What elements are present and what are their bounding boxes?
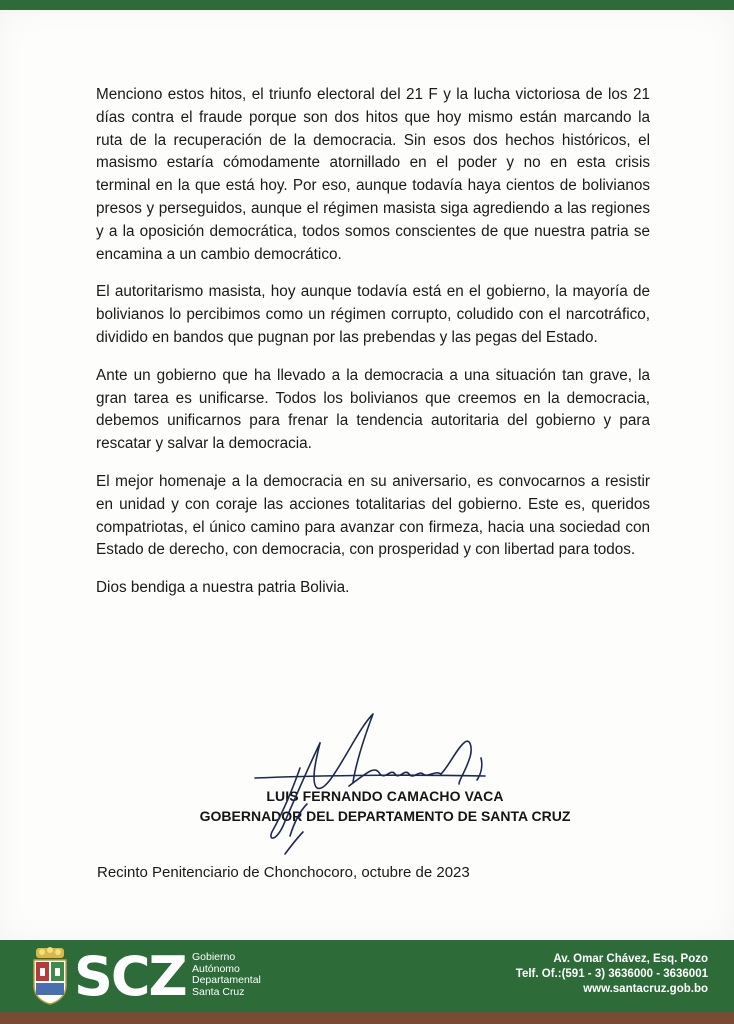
paragraph-4: El mejor homenaje a la democracia en su aniversario, es convocarnos a resistir en unidad y con coraje las acciones totalitarias del gobierno. Este es, queridos compatriotas, el único camino para avanzar con firmeza, hacia una sociedad con Estado de derecho, con democracia, con prosperidad y con libertad para todos. — [96, 472, 650, 559]
signer-title: GOBERNADOR DEL DEPARTAMENTO DE SANTA CRUZ — [199, 808, 571, 824]
signature-block — [150, 700, 620, 870]
coat-of-arms-icon — [30, 946, 70, 1006]
place-date-line: Recinto Penitenciario de Chonchocoro, octubre de 2023 — [97, 864, 470, 881]
scz-logo: SCZ — [74, 945, 186, 1008]
paragraph-2: El autoritarismo masista, hoy aunque todavía está en el gobierno, la mayoría de bolivianos lo percibimos como un régimen corrupto, coludido con el narcotráfico, dividido en bandos que pugnan por las prebendas y las pegas del Estado. — [96, 283, 650, 346]
gov-line: Gobierno — [192, 951, 236, 963]
closing-blessing: Dios bendiga a nuestra patria Bolivia. — [96, 579, 350, 597]
footer-edge — [0, 1012, 734, 1024]
gov-line: Autónomo — [192, 962, 240, 975]
paragraph-3: Ante un gobierno que ha llevado a la democracia a una situación tan grave, la gran tarea es unificarse. Todos los bolivianos que creemos en la democracia, debemos unificarnos para frenar la tendencia autoritaria del gobierno y para rescatar y salvar la democracia. — [96, 366, 650, 453]
phone: Telf. Of.:(591 - 3) 3636000 - 3636001 — [515, 968, 708, 980]
website-link[interactable]: www.santacruz.gob.bo — [583, 983, 708, 995]
contact-info — [516, 952, 708, 997]
letter-body — [96, 84, 650, 615]
gov-line: Departamental — [192, 974, 261, 986]
government-name — [192, 952, 261, 998]
address: Av. Omar Chávez, Esq. Pozo — [553, 953, 708, 965]
letterhead-footer — [0, 940, 734, 1012]
signer-name: LUIS FERNANDO CAMACHO VACA — [266, 788, 504, 804]
handwritten-signature — [245, 708, 505, 858]
gov-line: Santa Cruz — [192, 985, 245, 998]
paragraph-1: Menciono estos hitos, el triunfo electoral del 21 F y la lucha victoriosa de los 21 días contra el fraude porque son dos hitos que hoy mismo están marcando la ruta de la recuperación de la democracia. Sin esos dos hechos históricos, el masismo estaría cómodamente atornillado en el poder y no en esta crisis terminal en la que está hoy. Por eso, aunque todavía haya cientos de bolivianos presos y perseguidos, aunque el régimen masista siga agrediendo a las regiones y a la oposición democrática, todos somos conscientes de que nuestra patria se encamina a un cambio democrático. — [96, 86, 650, 263]
